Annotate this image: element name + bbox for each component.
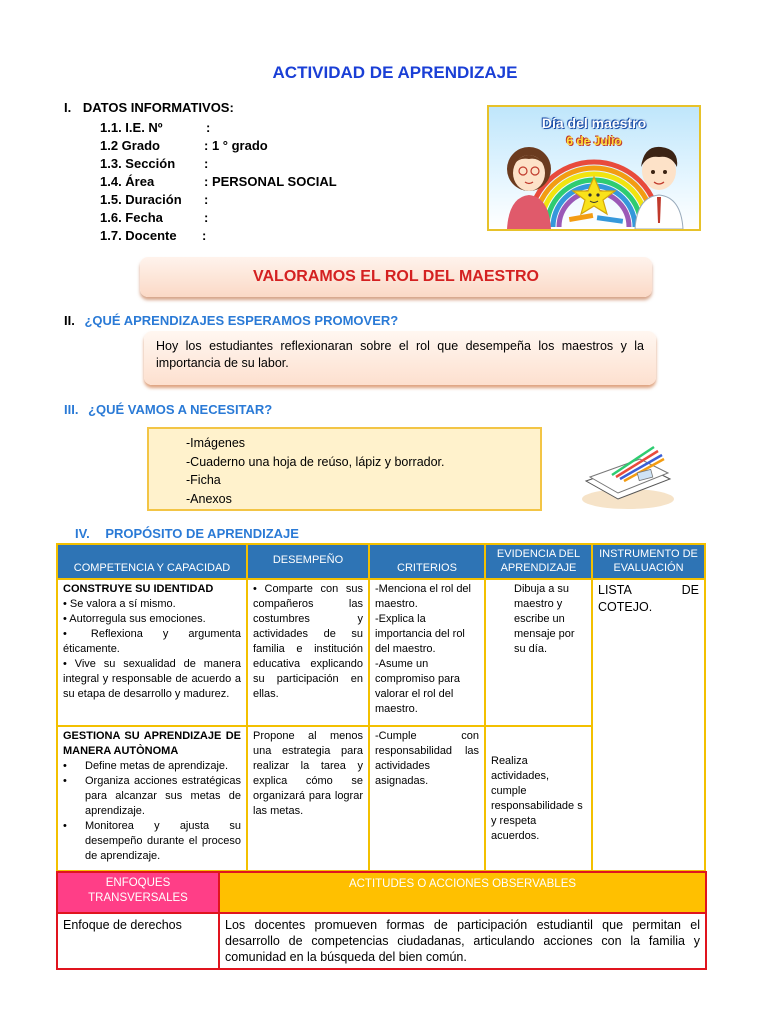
section-3-number: III. — [64, 402, 79, 417]
enfoque-name: Enfoque de derechos — [57, 913, 219, 969]
cell-desempeno-2: Propone al menos una estrategia para realizar la tarea y explica cómo se organizará para lograr las metas. — [247, 726, 369, 871]
header-criterios: CRITERIOS — [369, 544, 485, 579]
section-2-number: II. — [64, 313, 75, 328]
school-supplies-icon — [578, 437, 676, 511]
section-4-heading — [75, 526, 299, 541]
table-row — [57, 913, 706, 969]
activity-title-banner — [140, 257, 652, 297]
material-item: -Anexos — [186, 491, 232, 506]
enfoques-header-left: ENFOQUES TRANSVERSALES — [57, 872, 219, 913]
enfoques-table — [56, 871, 707, 970]
section-1-heading — [64, 100, 234, 115]
cell-evidencia-2: Realiza actividades, cumple responsabilidade s y respeta acuerdos. — [485, 726, 592, 871]
material-item: -Imágenes — [186, 436, 246, 450]
cell-desempeno-1: • Comparte con sus compañeros las costumbres y actividades de su familia e institución educativa explicando su participación en ellas. — [247, 579, 369, 726]
cell-criterios-2: -Cumple con responsabilidad las actividades asignadas. — [369, 726, 485, 871]
cell-criterios-1: -Menciona el rol del maestro. -Explica la importancia del rol del maestro. -Asume un compromiso para valorar el rol del maestro. — [369, 579, 485, 726]
section-4-title: PROPÓSITO DE APRENDIZAJE — [105, 526, 299, 541]
enfoque-description: Los docentes promueven formas de participación estudiantil que permitan el desarrollo de competencias ciudadanas, articulando acciones con la familia y comunidad en la búsqueda del bien común. — [219, 913, 706, 969]
poster-title: Día del maestro — [541, 115, 647, 131]
header-evidencia: EVIDENCIA DEL APRENDIZAJE — [485, 544, 592, 579]
cell-instrumento: LISTA DE COTEJO. — [592, 579, 705, 871]
header-competencia: COMPETENCIA Y CAPACIDAD — [57, 544, 247, 579]
purpose-table — [56, 543, 706, 872]
section-2-title: ¿QUÉ APRENDIZAJES ESPERAMOS PROMOVER? — [84, 313, 399, 328]
page-title: ACTIVIDAD DE APRENDIZAJE — [272, 63, 518, 82]
section-1-number: I. — [64, 100, 72, 115]
table-header-row — [57, 544, 705, 579]
banner-text: VALORAMOS EL ROL DEL MAESTRO — [253, 268, 539, 285]
header-instrumento: INSTRUMENTO DE EVALUACIÓN — [592, 544, 705, 579]
section-3-heading — [64, 402, 272, 417]
cell-competencia-2: GESTIONA SU APRENDIZAJE DE MANERA AUTÒNOMA • Define metas de aprendizaje. • Organiza acciones estratégicas para alcanzar sus metas de aprendizaje. • Monitorea y ajusta su desempeño durante el proceso de aprendizaje. — [57, 726, 247, 871]
material-item: -Cuaderno una hoja de reúso, lápiz y borrador. — [186, 454, 445, 469]
cell-competencia-1: CONSTRUYE SU IDENTIDAD • Se valora a sí mismo. • Autorregula sus emociones. • Reflexiona y argumenta éticamente. • Vive su sexualidad de manera integral y responsable de acuerdo a su etapa de desarrollo y madurez. — [57, 579, 247, 726]
enfoques-header-right: ACTITUDES O ACCIONES OBSERVABLES — [219, 872, 706, 913]
teachers-day-poster — [487, 105, 701, 231]
header-desempeno: DESEMPEÑO — [247, 544, 369, 579]
material-item: -Ficha — [186, 473, 221, 487]
learning-expectation-box: Hoy los estudiantes reflexionaran sobre el rol que desempeña los maestros y la importancia de su labor. — [144, 331, 656, 385]
section-1-title: DATOS INFORMATIVOS: — [82, 100, 234, 115]
section-3-title: ¿QUÉ VAMOS A NECESITAR? — [88, 402, 273, 417]
table-row — [57, 579, 705, 726]
materials-box — [147, 427, 542, 511]
section-4-number: IV. — [75, 526, 90, 541]
cell-evidencia-1: Dibuja a su maestro y escribe un mensaje por su día. — [485, 579, 592, 726]
poster-subtitle: 6 de Julio — [566, 134, 622, 148]
enfoques-header-row — [57, 872, 706, 913]
section-2-heading — [64, 313, 398, 328]
